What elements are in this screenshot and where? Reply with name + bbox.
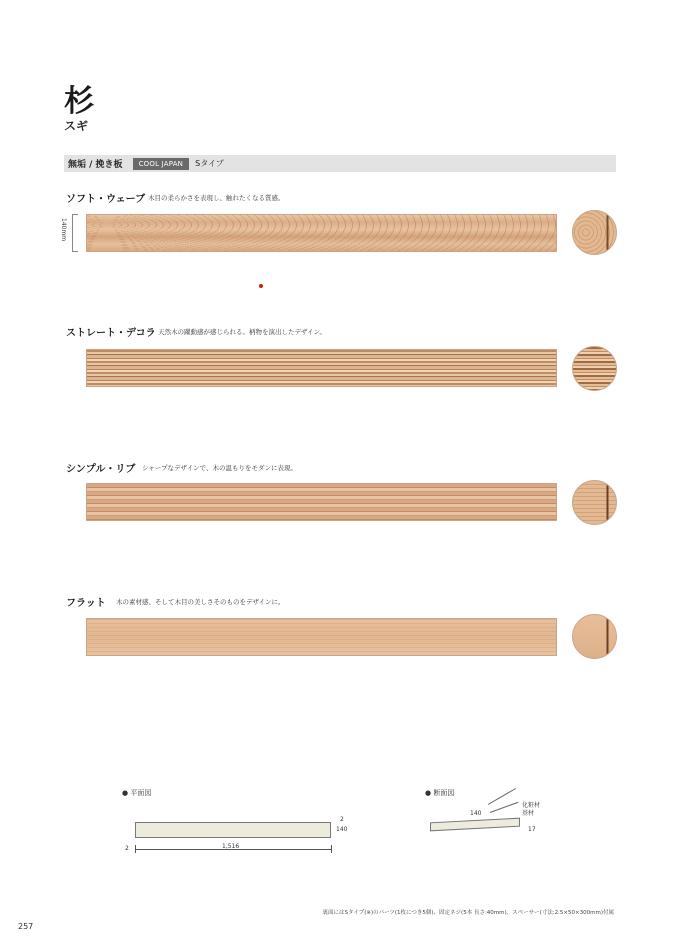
page-title: 杉 — [64, 84, 94, 119]
page-subtitle: スギ — [64, 119, 89, 133]
section-height-label: 17 — [528, 826, 536, 833]
product-desc-flat: 木の素材感、そして木目の美しさそのものをデザインに。 — [116, 598, 285, 606]
board-simple-rib-image — [86, 483, 557, 521]
plan-length-label: 1,516 — [222, 843, 240, 850]
product-desc-straight-decora: 天然木の躍動感が感じられる。柄物を演出したデザイン。 — [158, 328, 327, 336]
section-leader-line-base — [490, 802, 519, 813]
plan-diagram-board — [135, 822, 331, 838]
width-dimension-line — [72, 214, 78, 252]
cool-japan-badge: COOL JAPAN — [133, 158, 190, 170]
page-number: 257 — [18, 922, 34, 931]
width-dimension-label: 140mm — [60, 218, 67, 242]
product-desc-soft-wave: 木目の柔らかさを表現し、触れたくなる質感。 — [148, 194, 285, 202]
category-label: 無垢 / 挽き板 — [68, 160, 123, 170]
section-width-label: 140 — [470, 810, 482, 817]
swatch-simple-rib-image — [572, 480, 617, 525]
board-straight-decora-image — [86, 349, 557, 387]
section-diagram-title: ● 断面図 — [425, 789, 455, 797]
swatch-soft-wave-image — [572, 210, 617, 255]
plan-thickness-label: 2 — [340, 816, 344, 823]
section-leader-line-top — [488, 788, 516, 805]
category-bar — [64, 155, 616, 172]
product-name-soft-wave: ソフト・ウェーブ — [66, 194, 146, 205]
red-marker-dot — [259, 284, 263, 288]
product-desc-simple-rib: シャープなデザインで、木の温もりをモダンに表現。 — [142, 464, 298, 472]
plan-width-label: 140 — [336, 826, 348, 833]
plan-tick-right — [331, 845, 332, 853]
product-name-flat: フラット — [66, 598, 106, 609]
plan-diagram-title: ● 平面図 — [122, 789, 152, 797]
type-label: Sタイプ — [195, 159, 224, 168]
product-name-straight-decora: ストレート・デコラ — [66, 328, 156, 339]
board-soft-wave-image — [86, 214, 557, 252]
section-label-top: 化粧材 — [522, 802, 541, 809]
swatch-straight-decora-image — [572, 346, 617, 391]
product-name-simple-rib: シンプル・リブ — [66, 464, 136, 475]
swatch-flat-image — [572, 614, 617, 659]
board-flat-image — [86, 618, 557, 656]
section-label-base: 基材 — [522, 810, 535, 817]
section-diagram-board — [430, 818, 520, 832]
footnote: 裏面にはSタイプ(※)のパーツ(1枚につき5個)、固定ネジ(5本 長さ:40mm)、スペーサー(寸法:2.5×50×300mm)付属 — [322, 910, 614, 916]
plan-tick-left — [135, 845, 136, 853]
plan-edge-label: 2 — [125, 845, 129, 852]
